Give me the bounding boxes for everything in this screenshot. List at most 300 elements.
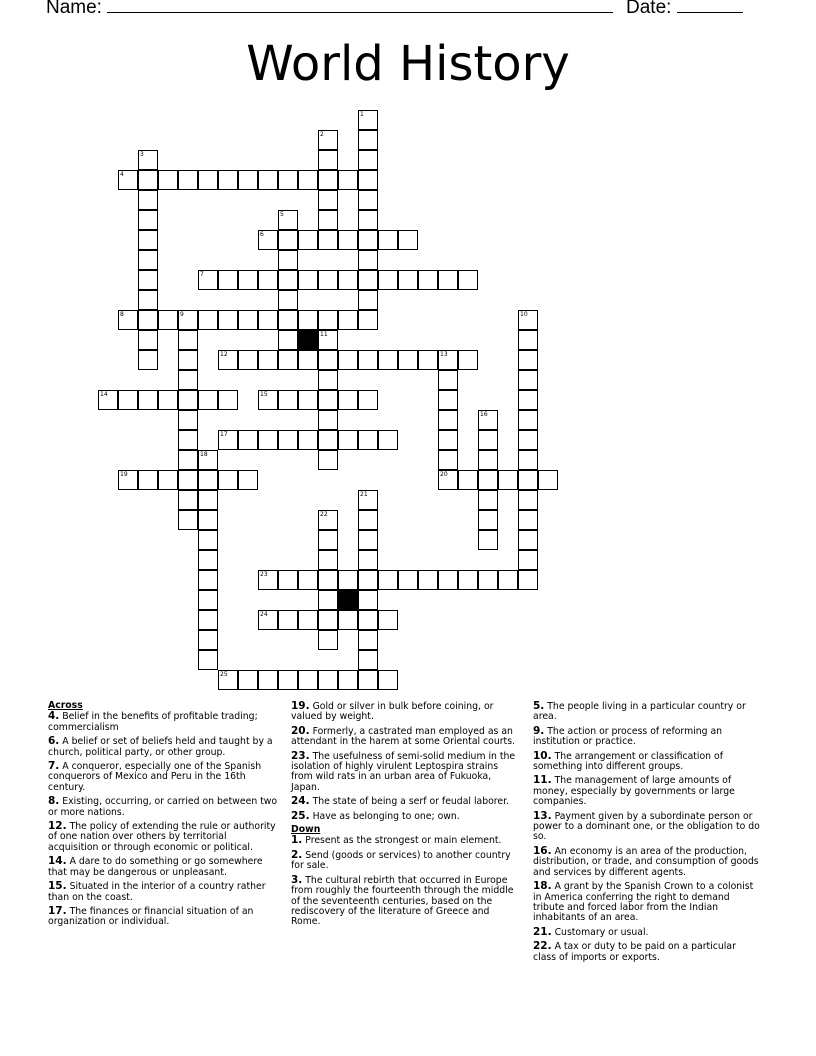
grid-cell[interactable] (218, 350, 238, 370)
grid-cell[interactable] (118, 470, 138, 490)
grid-cell[interactable] (518, 510, 538, 530)
clue-text: The management of large amounts of money, especially by governments or large companies. (533, 775, 735, 808)
clue-text: Present as the strongest or main element. (302, 835, 502, 847)
clue-number: 13. (533, 809, 552, 822)
clue-number: 1 (360, 111, 364, 118)
grid-cell[interactable] (198, 610, 218, 630)
grid-cell[interactable] (518, 550, 538, 570)
grid-cell[interactable] (278, 390, 298, 410)
grid-cell[interactable] (298, 390, 318, 410)
grid-cell[interactable] (238, 470, 258, 490)
grid-cell[interactable] (298, 270, 318, 290)
clue-text: Formerly, a castrated man employed as an attendant in the harem at some Oriental courts. (291, 725, 516, 748)
clue-number: 20. (291, 724, 310, 737)
down-heading: Down (291, 824, 321, 836)
grid-cell[interactable] (518, 530, 538, 550)
down-clue (533, 941, 761, 963)
clue-text: Have as belonging to one; own. (309, 810, 460, 822)
clue-number: 19. (291, 700, 310, 712)
down-clue (533, 701, 761, 723)
clue-number: 24. (291, 795, 310, 808)
grid-cell[interactable] (318, 630, 338, 650)
grid-cell[interactable] (258, 230, 278, 250)
grid-cell[interactable] (358, 230, 378, 250)
grid-cell[interactable] (498, 470, 518, 490)
grid-cell[interactable] (98, 390, 118, 410)
grid-cell[interactable] (438, 270, 458, 290)
grid-cell[interactable] (198, 530, 218, 550)
grid-cell[interactable] (238, 270, 258, 290)
grid-cell[interactable] (318, 670, 338, 690)
grid-cell[interactable] (138, 210, 158, 230)
grid-cell[interactable] (478, 430, 498, 450)
down-clue (533, 927, 761, 938)
grid-cell[interactable] (518, 350, 538, 370)
grid-cell[interactable] (138, 230, 158, 250)
grid-cell[interactable] (138, 250, 158, 270)
grid-cell[interactable] (358, 590, 378, 610)
grid-cell[interactable] (358, 270, 378, 290)
grid-cell[interactable] (338, 430, 358, 450)
grid-cell[interactable] (258, 310, 278, 330)
black-square (338, 590, 358, 610)
grid-cell[interactable] (438, 390, 458, 410)
grid-cell[interactable] (278, 570, 298, 590)
clue-text: The arrangement or classification of something into different groups. (533, 750, 723, 773)
grid-cell[interactable] (338, 350, 358, 370)
grid-cell[interactable] (118, 310, 138, 330)
grid-cell[interactable] (138, 170, 158, 190)
grid-cell[interactable] (498, 570, 518, 590)
grid-cell[interactable] (438, 450, 458, 470)
clue-number: 17. (48, 904, 67, 917)
grid-cell[interactable] (358, 290, 378, 310)
down-clue (291, 835, 521, 846)
grid-cell[interactable] (358, 210, 378, 230)
clue-number: 16 (480, 411, 488, 418)
grid-cell[interactable] (198, 550, 218, 570)
clue-number: 6. (48, 735, 60, 748)
grid-cell[interactable] (218, 470, 238, 490)
grid-cell[interactable] (318, 430, 338, 450)
grid-cell[interactable] (258, 270, 278, 290)
grid-cell[interactable] (318, 570, 338, 590)
clue-number: 18. (533, 880, 552, 893)
grid-cell[interactable] (538, 470, 558, 490)
grid-cell[interactable] (198, 650, 218, 670)
grid-cell[interactable] (178, 330, 198, 350)
grid-cell[interactable] (358, 170, 378, 190)
clue-text: Situated in the interior of a country rather than on the coast. (48, 881, 266, 903)
grid-cell[interactable] (318, 130, 338, 150)
grid-cell[interactable] (318, 590, 338, 610)
grid-cell[interactable] (318, 330, 338, 350)
grid-cell[interactable] (518, 310, 538, 330)
across-clue (48, 906, 278, 928)
grid-cell[interactable] (118, 170, 138, 190)
date-label: Date: (626, 0, 672, 18)
clue-text: Payment given by a subordinate person or power to a dominant one, or the obligation to do so. (533, 810, 760, 843)
clue-number: 3 (140, 151, 144, 158)
grid-cell[interactable] (478, 510, 498, 530)
clue-number: 4 (120, 171, 124, 178)
grid-cell[interactable] (218, 670, 238, 690)
grid-cell[interactable] (358, 670, 378, 690)
grid-cell[interactable] (378, 670, 398, 690)
grid-cell[interactable] (138, 310, 158, 330)
clue-number: 3. (291, 873, 303, 886)
grid-cell[interactable] (238, 350, 258, 370)
grid-cell[interactable] (478, 570, 498, 590)
grid-cell[interactable] (238, 670, 258, 690)
clue-number: 25 (220, 671, 228, 678)
grid-cell[interactable] (238, 310, 258, 330)
grid-cell[interactable] (518, 450, 538, 470)
clue-text: The usefulness of semi-solid medium in the isolation of highly virulent Leptospira strains from wild rats in an urban area of Fukuoka, Japan. (291, 750, 516, 793)
grid-cell[interactable] (338, 570, 358, 590)
grid-cell[interactable] (378, 270, 398, 290)
grid-cell[interactable] (278, 170, 298, 190)
grid-cell[interactable] (318, 370, 338, 390)
grid-cell[interactable] (218, 310, 238, 330)
grid-cell[interactable] (358, 650, 378, 670)
grid-cell[interactable] (358, 430, 378, 450)
grid-cell[interactable] (158, 310, 178, 330)
grid-cell[interactable] (298, 670, 318, 690)
grid-cell[interactable] (358, 310, 378, 330)
grid-cell[interactable] (198, 310, 218, 330)
grid-cell[interactable] (298, 430, 318, 450)
grid-cell[interactable] (358, 110, 378, 130)
grid-cell[interactable] (358, 630, 378, 650)
clue-number: 21 (360, 491, 368, 498)
grid-cell[interactable] (358, 250, 378, 270)
grid-cell[interactable] (258, 170, 278, 190)
grid-cell[interactable] (438, 430, 458, 450)
clue-text: Existing, occurring, or carried on between two or more nations. (48, 796, 278, 818)
grid-cell[interactable] (198, 470, 218, 490)
grid-cell[interactable] (198, 630, 218, 650)
grid-cell[interactable] (358, 350, 378, 370)
grid-cell[interactable] (338, 170, 358, 190)
across-clue (48, 821, 278, 853)
clue-number: 5 (280, 211, 284, 218)
grid-cell[interactable] (258, 570, 278, 590)
grid-cell[interactable] (298, 230, 318, 250)
grid-cell[interactable] (518, 410, 538, 430)
across-clue (48, 761, 278, 793)
clue-number: 8 (120, 311, 124, 318)
clue-text: A belief or set of beliefs held and taught by a church, political party, or other group. (48, 736, 273, 758)
grid-cell[interactable] (438, 470, 458, 490)
clue-number: 22 (320, 511, 328, 518)
clue-number: 11 (320, 331, 328, 338)
grid-cell[interactable] (418, 570, 438, 590)
down-clue (533, 726, 761, 748)
grid-cell[interactable] (438, 350, 458, 370)
grid-cell[interactable] (178, 430, 198, 450)
grid-cell[interactable] (278, 310, 298, 330)
grid-cell[interactable] (478, 530, 498, 550)
grid-cell[interactable] (358, 150, 378, 170)
clue-text: Send (goods or services) to another country for sale. (291, 849, 511, 872)
grid-cell[interactable] (318, 310, 338, 330)
grid-cell[interactable] (298, 570, 318, 590)
grid-cell[interactable] (258, 670, 278, 690)
grid-cell[interactable] (298, 170, 318, 190)
grid-cell[interactable] (198, 170, 218, 190)
across-clue (48, 856, 278, 878)
grid-cell[interactable] (278, 430, 298, 450)
clue-number: 15 (260, 391, 268, 398)
grid-cell[interactable] (278, 210, 298, 230)
grid-cell[interactable] (518, 390, 538, 410)
grid-cell[interactable] (138, 270, 158, 290)
grid-cell[interactable] (338, 670, 358, 690)
grid-cell[interactable] (398, 270, 418, 290)
grid-cell[interactable] (358, 510, 378, 530)
grid-cell[interactable] (278, 350, 298, 370)
clue-number: 10 (520, 311, 528, 318)
grid-cell[interactable] (458, 470, 478, 490)
down-clue (291, 850, 521, 872)
grid-cell[interactable] (318, 270, 338, 290)
grid-cell[interactable] (138, 350, 158, 370)
grid-cell[interactable] (178, 410, 198, 430)
grid-cell[interactable] (318, 150, 338, 170)
grid-cell[interactable] (358, 490, 378, 510)
grid-cell[interactable] (158, 470, 178, 490)
grid-cell[interactable] (438, 370, 458, 390)
grid-cell[interactable] (218, 270, 238, 290)
clue-number: 4. (48, 710, 60, 723)
grid-cell[interactable] (478, 450, 498, 470)
down-clue (533, 846, 761, 878)
grid-cell[interactable] (338, 270, 358, 290)
grid-cell[interactable] (138, 150, 158, 170)
grid-cell[interactable] (178, 350, 198, 370)
grid-cell[interactable] (518, 430, 538, 450)
grid-cell[interactable] (338, 610, 358, 630)
grid-cell[interactable] (358, 390, 378, 410)
clue-text: The cultural rebirth that occurred in Europe from roughly the fourteenth through the middle of the seventeenth centuries, based on the rediscovery of the literature of Greece and Rome. (291, 874, 514, 928)
grid-cell[interactable] (398, 230, 418, 250)
grid-cell[interactable] (178, 470, 198, 490)
grid-cell[interactable] (318, 610, 338, 630)
grid-cell[interactable] (178, 310, 198, 330)
grid-cell[interactable] (358, 190, 378, 210)
clue-text: A dare to do something or go somewhere that may be dangerous or unpleasant. (48, 856, 263, 878)
grid-cell[interactable] (138, 190, 158, 210)
clue-text: A grant by the Spanish Crown to a colonist in America conferring the right to demand tribute and forced labor from the Indian inhabitants of an area. (533, 881, 754, 924)
across-clue (291, 796, 521, 807)
grid-cell[interactable] (418, 350, 438, 370)
clues-column-2 (291, 701, 521, 931)
grid-cell[interactable] (138, 330, 158, 350)
grid-cell[interactable] (318, 530, 338, 550)
down-clue (533, 775, 761, 807)
clue-number: 2 (320, 131, 324, 138)
grid-cell[interactable] (318, 410, 338, 430)
grid-cell[interactable] (178, 170, 198, 190)
grid-cell[interactable] (198, 570, 218, 590)
grid-cell[interactable] (298, 610, 318, 630)
grid-cell[interactable] (218, 170, 238, 190)
grid-cell[interactable] (358, 530, 378, 550)
grid-cell[interactable] (318, 550, 338, 570)
clue-number: 20 (440, 471, 448, 478)
grid-cell[interactable] (198, 390, 218, 410)
down-clue (291, 875, 521, 928)
grid-cell[interactable] (478, 470, 498, 490)
across-clue (48, 711, 278, 733)
black-square (298, 330, 318, 350)
clue-number: 10. (533, 749, 552, 762)
grid-cell[interactable] (278, 250, 298, 270)
grid-cell[interactable] (358, 610, 378, 630)
name-label: Name: (46, 0, 102, 18)
clue-text: The finances or financial situation of an organization or individual. (48, 905, 254, 928)
grid-cell[interactable] (218, 430, 238, 450)
grid-cell[interactable] (518, 490, 538, 510)
clue-number: 15. (48, 880, 67, 893)
grid-cell[interactable] (258, 430, 278, 450)
grid-cell[interactable] (398, 570, 418, 590)
grid-cell[interactable] (298, 350, 318, 370)
across-clue (48, 796, 278, 818)
clue-text: Belief in the benefits of profitable trading; commercialism (48, 711, 258, 733)
grid-cell[interactable] (218, 390, 238, 410)
clue-number: 13 (440, 351, 448, 358)
grid-cell[interactable] (318, 170, 338, 190)
grid-cell[interactable] (358, 570, 378, 590)
grid-cell[interactable] (378, 350, 398, 370)
across-heading: Across (48, 700, 83, 711)
grid-cell[interactable] (418, 270, 438, 290)
grid-cell[interactable] (378, 430, 398, 450)
grid-cell[interactable] (518, 470, 538, 490)
clue-text: A conqueror, especially one of the Spanish conquerors of Mexico and Peru in the 16th century. (48, 761, 262, 793)
across-clue (291, 701, 521, 723)
grid-cell[interactable] (318, 210, 338, 230)
grid-cell[interactable] (298, 310, 318, 330)
grid-cell[interactable] (158, 390, 178, 410)
grid-cell[interactable] (178, 450, 198, 470)
grid-cell[interactable] (178, 490, 198, 510)
grid-cell[interactable] (138, 470, 158, 490)
clue-text: The action or process of reforming an institution or practice. (533, 725, 723, 748)
grid-cell[interactable] (278, 610, 298, 630)
grid-cell[interactable] (318, 350, 338, 370)
grid-cell[interactable] (278, 270, 298, 290)
grid-cell[interactable] (278, 330, 298, 350)
grid-cell[interactable] (318, 510, 338, 530)
across-clue (291, 726, 521, 748)
grid-cell[interactable] (438, 410, 458, 430)
grid-cell[interactable] (178, 390, 198, 410)
grid-cell[interactable] (318, 450, 338, 470)
clue-text: Gold or silver in bulk before coining, or valued by weight. (291, 701, 494, 723)
clue-number: 5. (533, 700, 545, 712)
grid-cell[interactable] (438, 570, 458, 590)
grid-cell[interactable] (198, 590, 218, 610)
grid-cell[interactable] (278, 230, 298, 250)
clue-number: 18 (200, 451, 208, 458)
grid-cell[interactable] (118, 390, 138, 410)
grid-cell[interactable] (338, 230, 358, 250)
grid-cell[interactable] (318, 230, 338, 250)
clue-number: 17 (220, 431, 228, 438)
grid-cell[interactable] (258, 350, 278, 370)
grid-cell[interactable] (178, 370, 198, 390)
grid-cell[interactable] (318, 390, 338, 410)
clue-number: 12 (220, 351, 228, 358)
clues-column-1 (48, 701, 278, 931)
grid-cell[interactable] (518, 570, 538, 590)
clues-column-3 (533, 701, 761, 966)
clue-number: 7. (48, 760, 60, 773)
grid-cell[interactable] (398, 350, 418, 370)
grid-cell[interactable] (178, 510, 198, 530)
grid-cell[interactable] (458, 350, 478, 370)
grid-cell[interactable] (198, 510, 218, 530)
across-clue (48, 881, 278, 903)
grid-cell[interactable] (278, 670, 298, 690)
grid-cell[interactable] (518, 330, 538, 350)
clue-number: 25. (291, 809, 310, 822)
clue-number: 2. (291, 848, 303, 861)
clue-number: 24 (260, 611, 268, 618)
clue-number: 21. (533, 925, 552, 938)
across-clue (291, 751, 521, 794)
grid-cell[interactable] (358, 550, 378, 570)
clue-number: 16. (533, 844, 552, 857)
grid-cell[interactable] (238, 170, 258, 190)
grid-cell[interactable] (318, 190, 338, 210)
grid-cell[interactable] (198, 450, 218, 470)
grid-cell[interactable] (338, 310, 358, 330)
clue-number: 8. (48, 795, 60, 808)
clue-number: 23. (291, 749, 310, 762)
grid-cell[interactable] (278, 290, 298, 310)
clue-number: 9 (180, 311, 184, 318)
grid-cell[interactable] (358, 130, 378, 150)
across-clue (48, 736, 278, 758)
grid-cell[interactable] (198, 490, 218, 510)
grid-cell[interactable] (478, 410, 498, 430)
clue-number: 22. (533, 940, 552, 953)
grid-cell[interactable] (258, 610, 278, 630)
grid-cell[interactable] (238, 430, 258, 450)
grid-cell[interactable] (158, 170, 178, 190)
clue-number: 11. (533, 774, 552, 787)
grid-cell[interactable] (378, 570, 398, 590)
grid-cell[interactable] (458, 270, 478, 290)
grid-cell[interactable] (138, 390, 158, 410)
grid-cell[interactable] (198, 270, 218, 290)
clue-number: 12. (48, 820, 67, 833)
grid-cell[interactable] (518, 370, 538, 390)
grid-cell[interactable] (458, 570, 478, 590)
grid-cell[interactable] (258, 390, 278, 410)
clue-text: Customary or usual. (551, 926, 649, 938)
grid-cell[interactable] (478, 490, 498, 510)
grid-cell[interactable] (378, 610, 398, 630)
grid-cell[interactable] (138, 290, 158, 310)
grid-cell[interactable] (338, 390, 358, 410)
grid-cell[interactable] (378, 230, 398, 250)
clue-number: 23 (260, 571, 268, 578)
